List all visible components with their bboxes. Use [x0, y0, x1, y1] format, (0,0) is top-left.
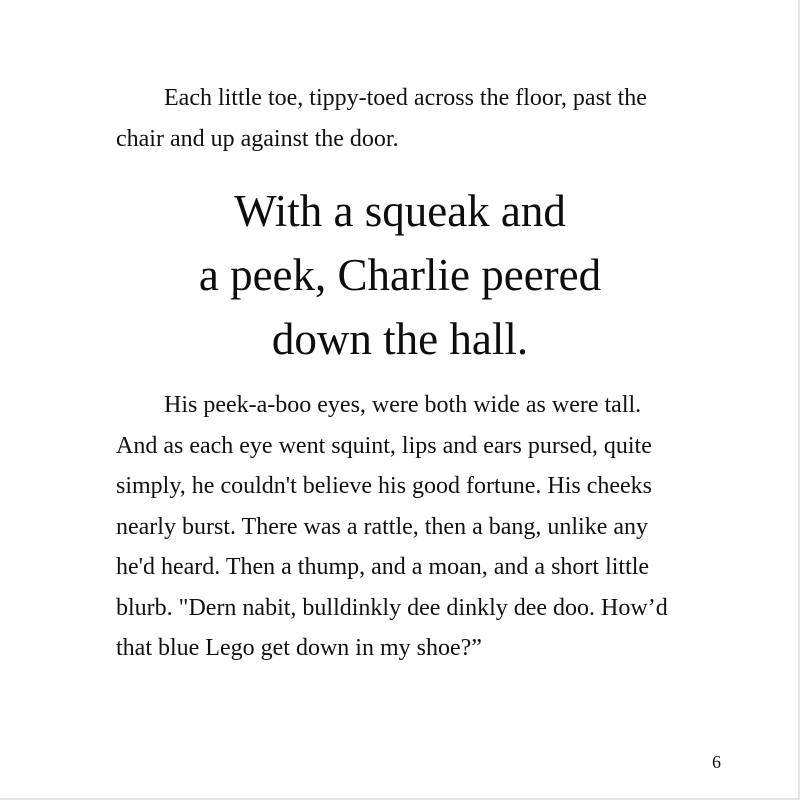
paragraph-2: His peek-a-boo eyes, were both wide as were tall. And as each eye went squint, lips and ears pursed, quite simply, he couldn't believe his good fortune. His cheeks nearly burst. There was a rattle, then a bang, unlike any he'd heard. Then a thump, and a moan, and a short little blurb. "Dern nabit, bulldinkly dee dinkly dee doo. How’d that blue Lego get down in my shoe?” [116, 392, 668, 661]
page-number: 6 [712, 752, 721, 772]
heading-line-2: a peek, Charlie peered [198, 250, 602, 300]
large-text-heading [116, 179, 684, 371]
heading-line-1: With a squeak and [234, 186, 566, 236]
heading-line-3: down the hall. [271, 314, 529, 364]
page-content [116, 78, 684, 669]
paragraph-1: Each little toe, tippy-toed across the floor, past the chair and up against the door. [116, 85, 647, 152]
